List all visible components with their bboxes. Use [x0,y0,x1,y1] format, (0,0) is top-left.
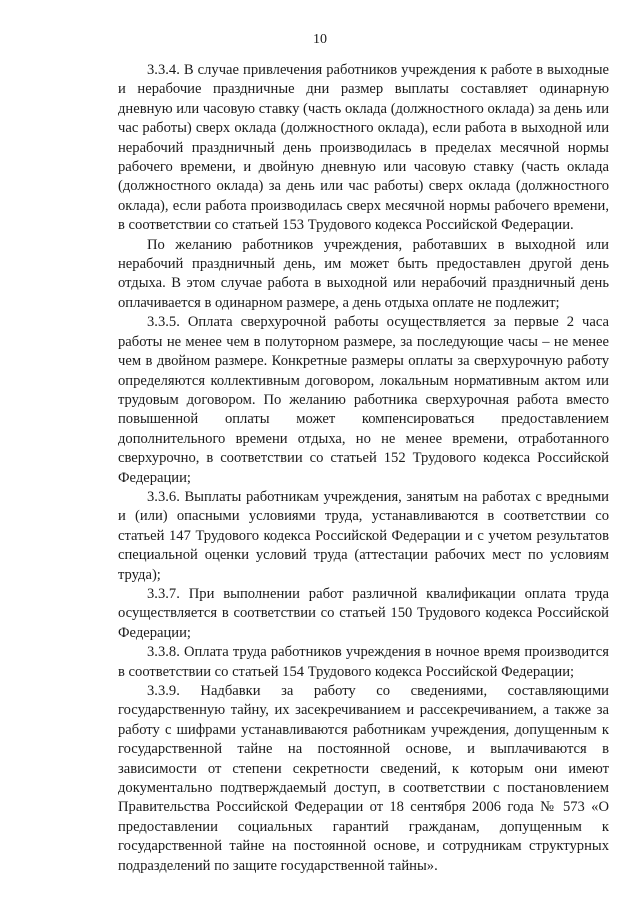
document-body [118,61,609,876]
page-number: 10 [313,32,327,47]
paragraph-3-3-6: 3.3.6. Выплаты работникам учреждения, занятым на работах с вредными и (или) опасными условиями труда, устанавливаются в соответствии со статьей 147 Трудового кодекса Российской Федерации и с учетом результатов специальной оценки условий труда (аттестации рабочих мест по условиям труда); [118,488,609,583]
paragraph-3-3-4: 3.3.4. В случае привлечения работников учреждения к работе в выходные и нерабочие праздничные дни размер выплаты составляет одинарную дневную или часовую ставку (часть оклада (должностного оклада) за день или час работы) сверх оклада (должностного оклада), если работа в выходной или нерабочий праздничный день производилась в пределах месячной нормы рабочего времени, и двойную дневную или часовую ставку (часть оклада (должностного оклада) за день или час работы) сверх оклада (должностного оклада), если работа производилась сверх месячной нормы рабочего времени, в соответствии со статьей 153 Трудового кодекса Российской Федерации. [118,62,609,234]
paragraph-3-3-5: 3.3.5. Оплата сверхурочной работы осуществляется за первые 2 часа работы не менее чем в полуторном размере, за последующие часы – не менее чем в двойном размере. Конкретные размеры оплаты за сверхурочную работу определяются коллективным договором, локальным нормативным актом или трудовым договором. По желанию работника сверхурочная работа вместо повышенной оплаты может компенсироваться предоставлением дополнительного времени отдыха, но не менее времени, отработанного сверхурочно, в соответствии со статьей 152 Трудового кодекса Российской Федерации; [118,314,609,486]
paragraph-3-3-8: 3.3.8. Оплата труда работников учреждения в ночное время производится в соответствии со статьей 154 Трудового кодекса Российской Федерации; [118,644,609,680]
paragraph-day-off-option: По желанию работников учреждения, работавших в выходной или нерабочий праздничный день, им может быть предоставлен другой день отдыха. В этом случае работа в выходной или нерабочий праздничный день оплачивается в одинарном размере, а день отдыха оплате не подлежит; [118,236,609,311]
paragraph-3-3-7: 3.3.7. При выполнении работ различной квалификации оплата труда осуществляется в соответствии со статьей 150 Трудового кодекса Российской Федерации; [118,585,609,641]
paragraph-3-3-9: 3.3.9. Надбавки за работу со сведениями, составляющими государственную тайну, их засекречиванием и рассекречиванием, а также за работу с шифрами устанавливаются работникам учреждения, допущенным к государственной тайне на постоянной основе, и выплачиваются в зависимости от степени секретности сведений, к которым они имеют документально подтверждаемый доступ, в соответствии с постановлением Правительства Российской Федерации от 18 сентября 2006 года № 573 «О предоставлении социальных гарантий гражданам, допущенным к государственной тайне на постоянной основе, и сотрудникам структурных подразделений по защите государственной тайны». [118,683,609,874]
